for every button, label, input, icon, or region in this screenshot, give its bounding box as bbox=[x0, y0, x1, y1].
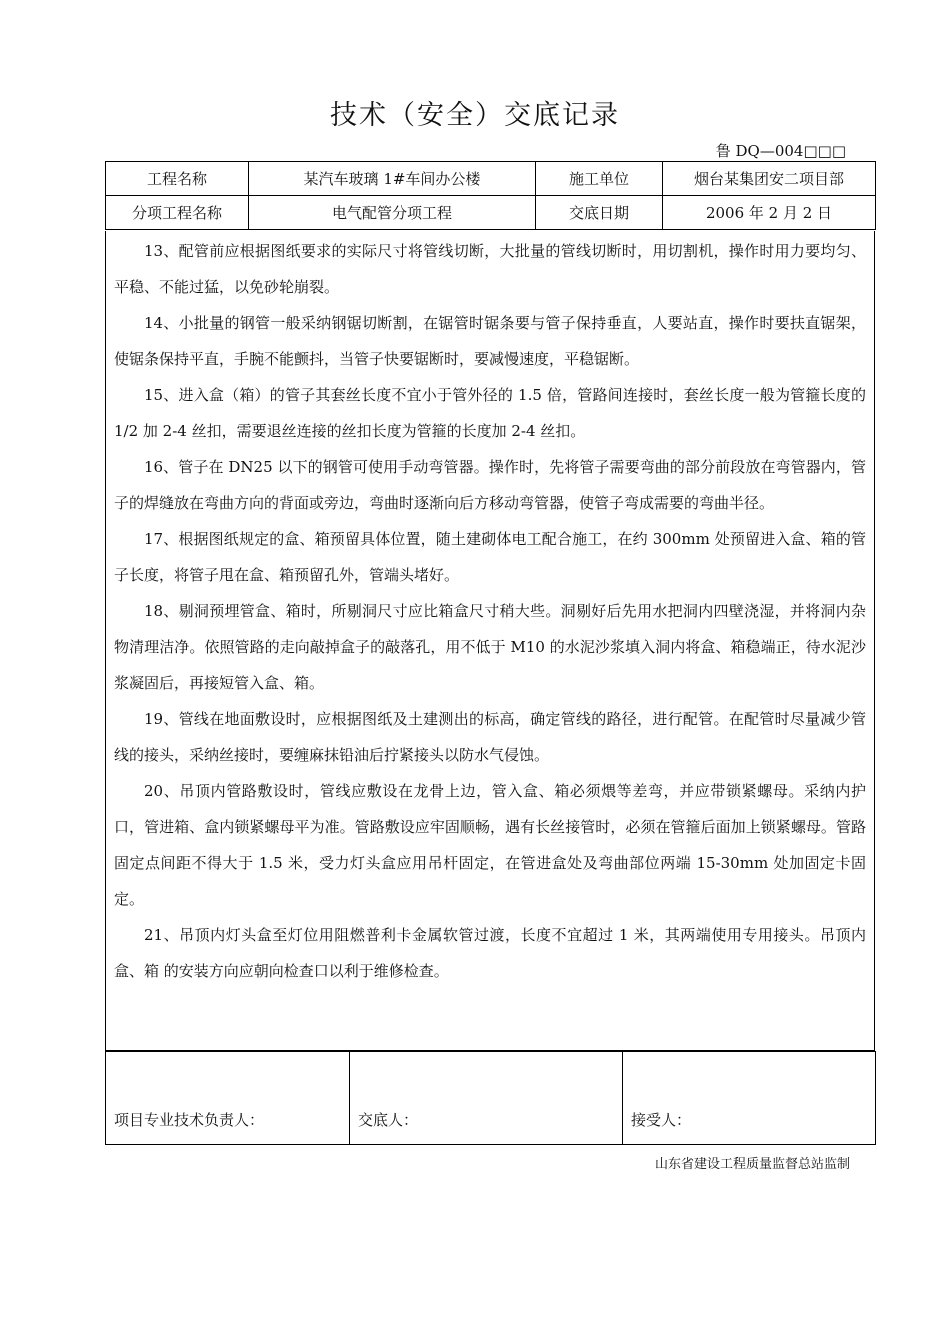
paragraph: 16、管子在 DN25 以下的钢管可使用手动弯管器。操作时，先将管子需要弯曲的部分前段放在弯管器内，管子的焊缝放在弯曲方向的背面或旁边，弯曲时逐渐向后方移动弯管器，使管子弯成需要的弯曲半径。 bbox=[114, 458, 866, 512]
subproject-value: 电气配管分项工程 bbox=[249, 196, 536, 230]
info-table bbox=[105, 161, 876, 230]
content-box bbox=[105, 231, 875, 1051]
paragraph: 17、根据图纸规定的盒、箱预留具体位置，随土建砌体电工配合施工，在约 300mm 处预留进入盒、箱的管子长度，将管子甩在盒、箱预留孔外，管端头堵好。 bbox=[114, 530, 866, 584]
footer-note: 山东省建设工程质量监督总站监制 bbox=[654, 1157, 850, 1172]
paragraph: 19、管线在地面敷设时，应根据图纸及土建测出的标高，确定管线的路径，进行配管。在配管时尽量减少管线的接头，采纳丝接时，要缠麻抹铅油后拧紧接头以防水气侵蚀。 bbox=[114, 710, 866, 764]
presenter-signature: 交底人： bbox=[350, 1052, 623, 1145]
project-value: 某汽车玻璃 1#车间办公楼 bbox=[249, 162, 536, 196]
paragraph: 18、剔洞预埋管盒、箱时，所剔洞尺寸应比箱盒尺寸稍大些。洞剔好后先用水把洞内四壁浇湿，并将洞内杂物清理洁净。依照管路的走向敲掉盒子的敲落孔，用不低于 M10 的水泥沙浆填入洞内将盒、箱稳端正，待水泥沙浆凝固后，再接短管入盒、箱。 bbox=[114, 602, 866, 692]
page-title: 技术（安全）交底记录 bbox=[330, 100, 620, 131]
paragraph: 14、小批量的钢管一般采纳钢锯切断割，在锯管时锯条要与管子保持垂直，人要站直，操作时要扶直锯架，使锯条保持平直，手腕不能颤抖，当管子快要锯断时，要减慢速度，平稳锯断。 bbox=[114, 314, 866, 368]
date-value: 2006 年 2 月 2 日 bbox=[663, 196, 876, 230]
subproject-label: 分项工程名称 bbox=[106, 196, 249, 230]
unit-label: 施工单位 bbox=[536, 162, 663, 196]
date-label: 交底日期 bbox=[536, 196, 663, 230]
tech-lead-signature: 项目专业技术负责人： bbox=[106, 1052, 350, 1145]
receiver-signature: 接受人： bbox=[623, 1052, 876, 1145]
paragraph: 21、吊顶内灯头盒至灯位用阻燃普利卡金属软管过渡，长度不宜超过 1 米，其两端使用专用接头。吊顶内盒、箱 的安装方向应朝向检查口以利于维修检查。 bbox=[114, 926, 866, 980]
unit-value: 烟台某集团安二项目部 bbox=[663, 162, 876, 196]
info-row-subproject bbox=[106, 196, 876, 230]
content-paragraphs bbox=[106, 231, 874, 989]
signature-table bbox=[105, 1051, 876, 1145]
form-code: 鲁 DQ—004□□□ bbox=[715, 142, 846, 160]
paragraph: 20、吊顶内管路敷设时，管线应敷设在龙骨上边，管入盒、箱必须煨等差弯，并应带锁紧螺母。采纳内护口，管进箱、盒内锁紧螺母平为准。管路敷设应牢固顺畅，遇有长丝接管时，必须在管箍后面加上锁紧螺母。管路固定点间距不得大于 1.5 米，受力灯头盒应用吊杆固定，在管进盒处及弯曲部位两端 15-30mm 处加固定卡固定。 bbox=[114, 782, 866, 908]
info-row-project bbox=[106, 162, 876, 196]
paragraph: 15、进入盒（箱）的管子其套丝长度不宜小于管外径的 1.5 倍，管路间连接时，套丝长度一般为管箍长度的 1/2 加 2-4 丝扣，需要退丝连接的丝扣长度为管箍的长度加 2-4 丝扣。 bbox=[114, 386, 866, 440]
project-label: 工程名称 bbox=[106, 162, 249, 196]
paragraph: 13、配管前应根据图纸要求的实际尺寸将管线切断，大批量的管线切断时，用切割机，操作时用力要均匀、平稳、不能过猛，以免砂轮崩裂。 bbox=[114, 242, 866, 296]
